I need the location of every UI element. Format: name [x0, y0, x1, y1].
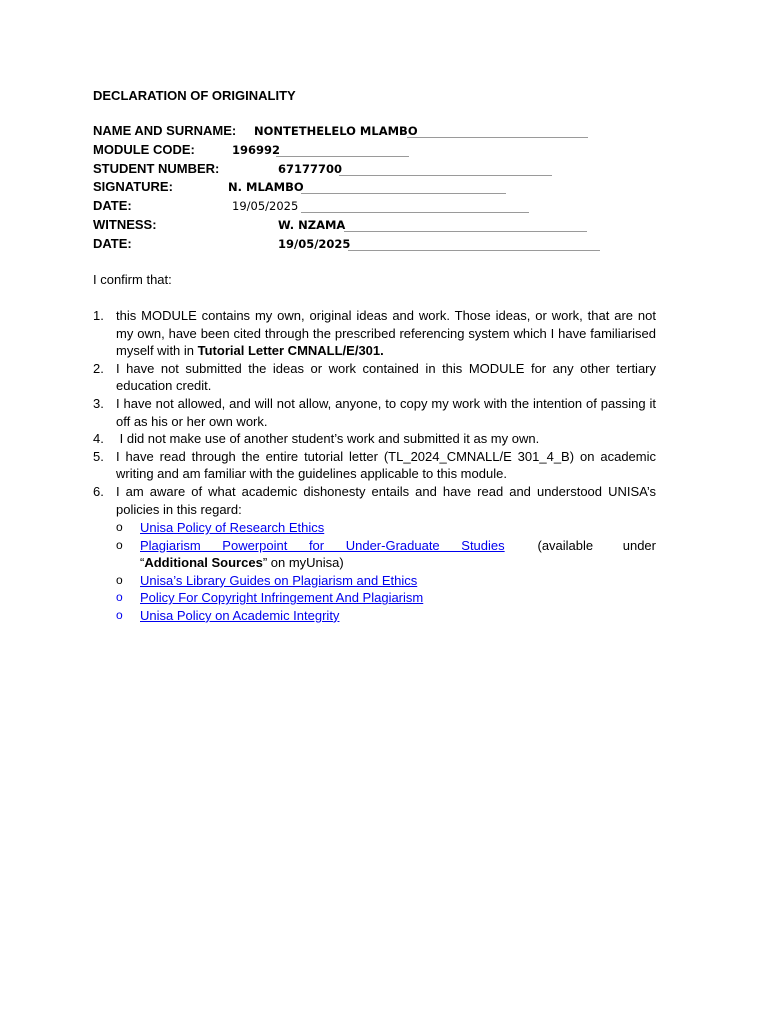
- list-item: [93, 448, 656, 483]
- policy-item: [93, 519, 656, 537]
- field-label: SIGNATURE:: [93, 179, 173, 194]
- item-number: 2.: [93, 360, 104, 376]
- bullet: o: [116, 607, 123, 622]
- item-bold-text: Tutorial Letter CMNALL/E/301.: [197, 343, 384, 359]
- bullet: o: [116, 590, 123, 605]
- list-item: [93, 395, 656, 430]
- library-guides-link[interactable]: Unisa’s Library Guides on Plagiarism and Ethics: [140, 572, 418, 588]
- policy-item: [93, 537, 656, 572]
- policy-list: [93, 519, 656, 625]
- item-number: 3.: [93, 395, 104, 411]
- fill-line: [344, 231, 587, 232]
- confirm-text: I confirm that:: [93, 272, 172, 287]
- item-text: I am aware of what academic dishonesty entails and have read and understood UNISA’s policies in this regard:: [116, 483, 656, 517]
- fill-line: [301, 212, 529, 213]
- bullet: o: [116, 572, 123, 587]
- additional-sources-line: [140, 554, 656, 572]
- field-label: STUDENT NUMBER:: [93, 161, 220, 176]
- field-value: W. NZAMA: [278, 218, 346, 232]
- document-title: DECLARATION OF ORIGINALITY: [93, 88, 296, 103]
- on-myunisa-text: ” on myUnisa): [262, 555, 344, 571]
- field-witness: [93, 217, 693, 236]
- field-label: DATE:: [93, 198, 132, 213]
- field-value: N. MLAMBO: [228, 180, 304, 194]
- item-text: this MODULE contains my own, original ideas and work. Those ideas, or work, that are not my own, have been cited through the prescribed referencing system which I have familiarised myself with in: [116, 308, 656, 359]
- field-value: NONTETHELELO MLAMBO: [254, 124, 418, 138]
- bullet: o: [116, 520, 123, 534]
- item-number: 5.: [93, 448, 104, 464]
- field-value: 19/05/2025: [232, 199, 299, 213]
- fill-line: [276, 156, 409, 157]
- field-date: [93, 198, 693, 217]
- field-signature: [93, 179, 693, 198]
- item-text: I have not allowed, and will not allow, anyone, to copy my work with the intention of passing it off as his or her own work.: [116, 395, 656, 429]
- policy-item: [93, 589, 656, 607]
- item-text: I have read through the entire tutorial letter (TL_2024_CMNALL/E 301_4_B) on academic writing and am familiar with the guidelines applicable to this module.: [116, 448, 656, 482]
- field-module-code: [93, 142, 693, 161]
- open-quote: “: [140, 555, 145, 571]
- copyright-policy-link[interactable]: Policy For Copyright Infringement And Plagiarism: [140, 590, 424, 606]
- declaration-list: [93, 307, 656, 518]
- research-ethics-link[interactable]: Unisa Policy of Research Ethics: [140, 520, 325, 535]
- list-item: [93, 307, 656, 360]
- field-label: DATE:: [93, 236, 132, 251]
- academic-integrity-link[interactable]: Unisa Policy on Academic Integrity: [140, 607, 340, 623]
- list-item: [93, 483, 656, 518]
- plagiarism-powerpoint-link[interactable]: Plagiarism Powerpoint for Under-Graduate Studies: [140, 537, 505, 553]
- policy-item: [93, 607, 656, 625]
- field-label: NAME AND SURNAME:: [93, 123, 237, 138]
- field-witness-date: [93, 236, 693, 255]
- additional-sources-text: Additional Sources: [144, 555, 263, 571]
- plagiarism-line: [140, 537, 656, 555]
- fill-line: [407, 137, 588, 138]
- item-number: 6.: [93, 483, 104, 499]
- field-value: 67177700: [278, 162, 343, 176]
- fill-line: [339, 175, 552, 176]
- field-name-surname: [93, 123, 693, 142]
- item-number: 1.: [93, 308, 104, 323]
- list-item: [93, 360, 656, 395]
- field-label: WITNESS:: [93, 217, 157, 232]
- item-text: I have not submitted the ideas or work contained in this MODULE for any other tertiary education credit.: [116, 360, 656, 394]
- field-student-number: [93, 161, 693, 180]
- item-text: I did not make use of another student’s work and submitted it as my own.: [116, 431, 540, 447]
- field-value: 196992: [232, 143, 281, 157]
- list-item: [93, 430, 656, 448]
- available-under-text: (available under: [537, 537, 656, 553]
- bullet: o: [116, 537, 123, 552]
- item-number: 4.: [93, 431, 104, 447]
- fill-line: [348, 250, 600, 251]
- fill-line: [301, 193, 506, 194]
- field-label: MODULE CODE:: [93, 142, 195, 157]
- policy-item: [93, 572, 656, 590]
- field-value: 19/05/2025: [278, 237, 351, 251]
